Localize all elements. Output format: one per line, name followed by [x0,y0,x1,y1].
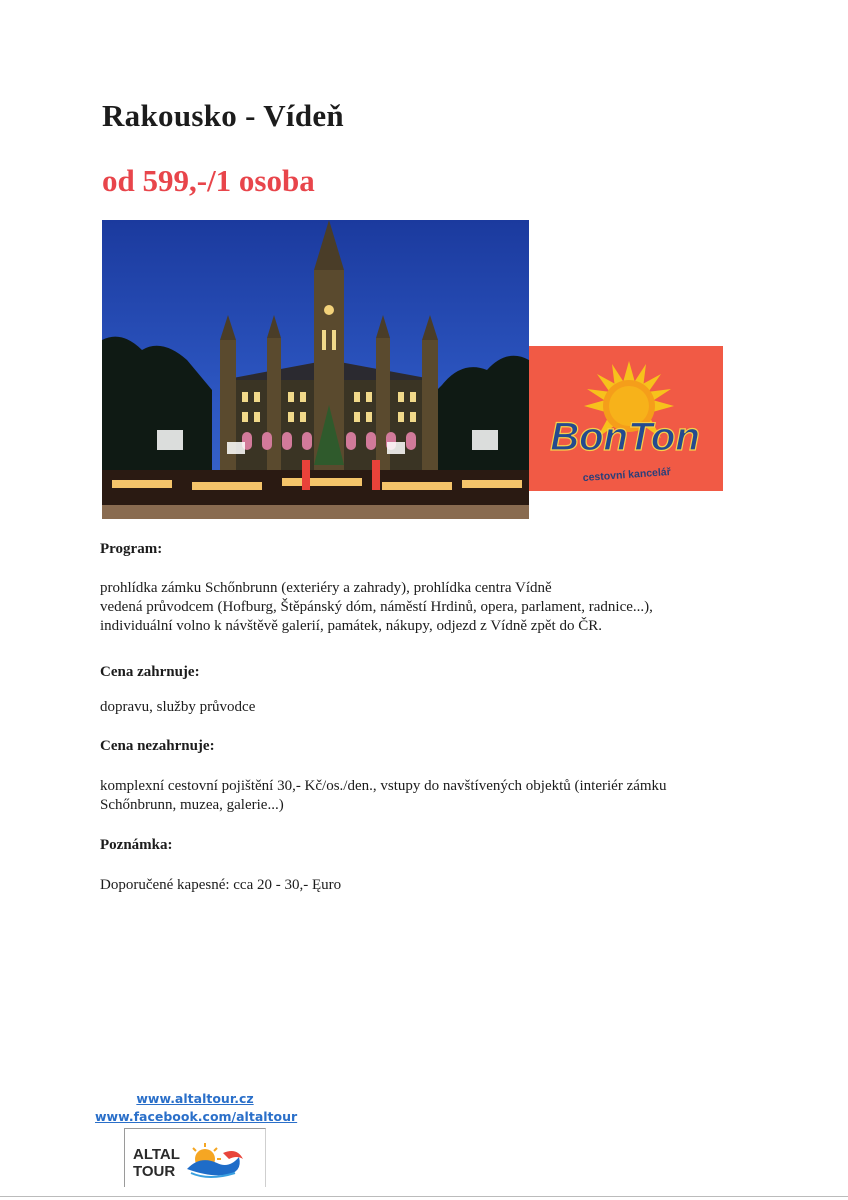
page-bottom-edge [0,1196,848,1197]
includes-line: dopravu, služby průvodce [100,699,256,715]
note-line: Doporučené kapesné: cca 20 - 30,- Ęuro [100,877,342,893]
note-heading: Poznámka: [100,837,173,853]
excludes-line: komplexní cestovní pojištění 30,- Kč/os./den., vstupy do navštívených objektů (interiér zámku [100,778,667,794]
logo-brand: BonTon [550,415,700,459]
program-heading: Program: [100,541,163,557]
bonton-logo [529,346,723,491]
note-text [100,876,341,895]
altal-logo-top: ALTAL [133,1146,180,1163]
website-link[interactable]: www.altaltour.cz [136,1091,254,1106]
logo-subtitle: cestovní kancelář [582,465,672,485]
excludes-heading: Cena nezahrnuje: [100,738,215,754]
altal-logo-bottom: TOUR [133,1163,176,1180]
includes-text [100,698,255,717]
program-line: individuální volno k návštěvě galerií, památek, nákupy, odjezd z Vídně zpět do ČR. [100,618,602,634]
excludes-line: Schőnbrunn, muzea, galerie...) [100,797,284,813]
facebook-link[interactable]: www.facebook.com/altaltour [95,1109,298,1124]
price-heading: od 599,-/1 osoba [102,163,315,198]
program-line: vedená průvodcem (Hofburg, Štěpánský dóm, náměstí Hrdinů, opera, parlament, radnice...), [100,599,653,615]
footer-links [95,1090,298,1126]
vienna-city-hall-photo [102,220,529,519]
excludes-text [100,777,667,815]
program-line: prohlídka zámku Schőnbrunn (exteriéry a zahrady), prohlídka centra Vídně [100,580,552,596]
includes-heading: Cena zahrnuje: [100,664,200,680]
altal-tour-logo [124,1128,266,1187]
program-text [100,579,653,636]
page-title: Rakousko - Vídeň [102,98,344,133]
